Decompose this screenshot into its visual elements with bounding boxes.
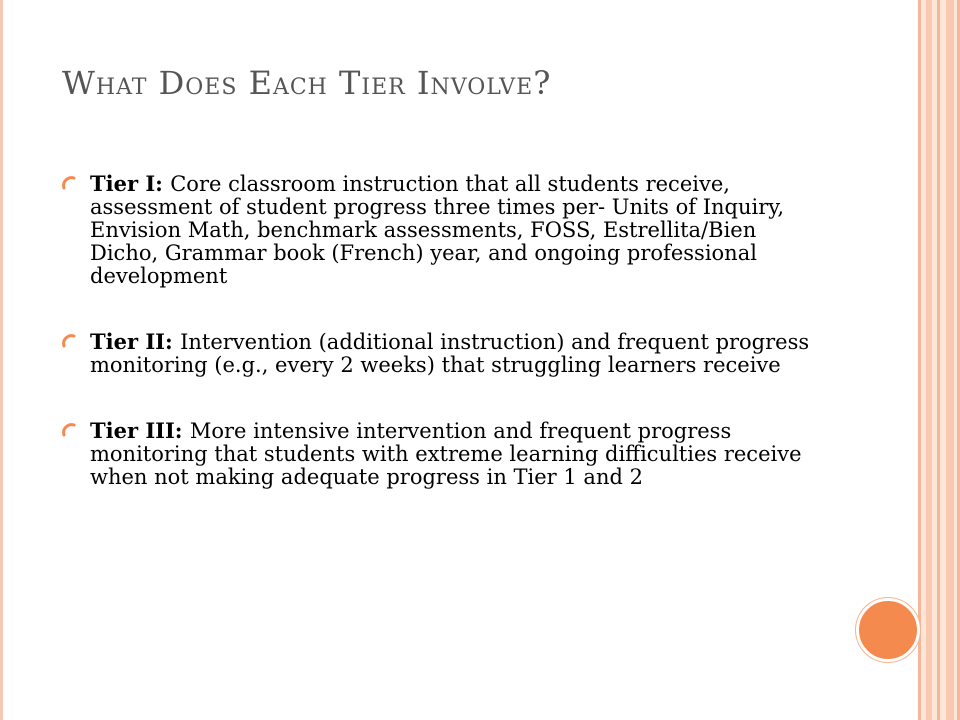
left-frame-decoration	[0, 0, 3, 720]
tier-3-text: More intensive intervention and frequent progress monitoring that students with extreme learning difficulties receive when not making adequate progress in Tier 1 and 2	[90, 419, 802, 489]
arc-bullet-icon	[62, 176, 76, 190]
slide-title: What Does Each Tier Involve?	[62, 64, 552, 102]
right-stripe-2	[926, 0, 932, 720]
tier-3-label: Tier III:	[90, 418, 190, 443]
tier-2-text: Intervention (additional instruction) and frequent progress monitoring (e.g., every 2 weeks) that struggling learners receive	[90, 330, 810, 377]
tier-1-text: Core classroom instruction that all students receive, assessment of student progress three times per- Units of Inquiry, Envision Math, benchmark assessments, FOSS, Estrellita/Bien Dicho, Grammar book (French) year, and ongoing professional development	[90, 172, 785, 288]
right-stripe-3	[937, 0, 940, 720]
bullet-item-tier-3	[62, 419, 822, 489]
right-stripe-4	[946, 0, 954, 720]
arc-bullet-icon	[62, 334, 76, 348]
tier-1-label: Tier I:	[90, 171, 171, 196]
bullet-item-tier-2	[62, 330, 822, 377]
right-stripe-1	[918, 0, 921, 720]
bullet-item-tier-1	[62, 172, 822, 288]
bullet-list	[62, 172, 822, 531]
tier-2-label: Tier II:	[90, 329, 181, 354]
accent-circle-decoration	[856, 598, 920, 662]
arc-bullet-icon	[62, 423, 76, 437]
